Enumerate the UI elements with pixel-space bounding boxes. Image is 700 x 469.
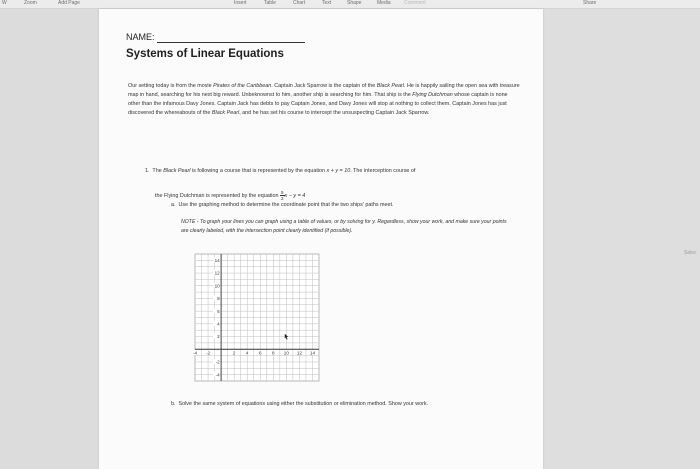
question-1a: a. Use the graphing method to determine the coordinate point that the two ships' paths meet. xyxy=(171,202,394,208)
intro-paragraph: Our setting today is from the movie Pirates of the Caribbean. Captain Jack Sparrow is the captain of the Black Pearl. He is happily sailing the open sea with treasure map in hand, searching for his next big reward. Unbeknownst to him, another ship is searching for him. That ship is the Flying Dutchman whose captain is none other than the infamous Davy Jones. Captain Jack has debts to pay Captain Jones, and Davy Jones will stop at nothing to collect them. Captain Jones has just discovered the whereabouts of the Black Pearl, and he has set his course to intercept the unsuspecting Captain Jack Sparrow. xyxy=(128,83,520,116)
media-button[interactable]: Media xyxy=(377,0,391,6)
x-tick-label: 14 xyxy=(309,350,316,356)
x-tick-label: 4 xyxy=(245,350,249,356)
coordinate-grid[interactable] xyxy=(192,254,319,381)
name-label: NAME: xyxy=(126,32,155,42)
y-tick-label: 14 xyxy=(214,257,220,263)
question-1b: b. Solve the same system of equations using either the substitution or elimination method. Show your work. xyxy=(171,401,429,407)
fraction: $\frac{5}{2}$ xyxy=(280,190,284,201)
y-tick-label: -2 xyxy=(215,359,220,365)
text-button[interactable]: Text xyxy=(322,0,332,6)
x-tick-label: 2 xyxy=(232,350,236,356)
question-1: 1. The Black Pearl is following a course that is represented by the equation x + y = 10. The interception course of xyxy=(145,168,416,174)
sidebar-label: Selec xyxy=(684,250,697,256)
name-line xyxy=(157,42,305,43)
comment-button[interactable]: Comment xyxy=(404,0,426,6)
y-tick-label: 2 xyxy=(217,334,220,340)
document-page[interactable] xyxy=(99,9,543,469)
table-button[interactable]: Table xyxy=(264,0,276,6)
question-1-equation-2: the Flying Dutchman is represented by the equation $\frac{5}{2}$ x − y = 4 xyxy=(155,190,306,201)
page-title: Systems of Linear Equations xyxy=(126,48,284,60)
note-text: NOTE - To graph your lines you can graph using a table of values, or by solving for y. Regardless, show your work, and make sure your points are clearly labeled, with the intersection point clearly identified (if possible). xyxy=(181,219,507,234)
canvas-margin-left xyxy=(0,9,99,469)
insert-button[interactable]: Insert xyxy=(234,0,247,6)
format-sidebar xyxy=(543,9,700,469)
y-tick-label: 10 xyxy=(214,283,220,289)
y-tick-label: -4 xyxy=(215,372,220,378)
x-tick-label: -2 xyxy=(206,350,211,356)
x-tick-label: 6 xyxy=(258,350,262,356)
y-tick-label: 8 xyxy=(217,296,220,302)
y-tick-label: 4 xyxy=(217,321,220,327)
y-tick-label: 6 xyxy=(217,308,220,314)
zoom-button[interactable]: Zoom xyxy=(24,0,37,6)
share-button[interactable]: Share xyxy=(583,0,597,6)
y-tick-label: 12 xyxy=(214,270,220,276)
shape-button[interactable]: Shape xyxy=(347,0,362,6)
add-page-button[interactable]: Add Page xyxy=(58,0,80,6)
chart-button[interactable]: Chart xyxy=(293,0,306,6)
x-tick-label: -4 xyxy=(192,350,198,356)
x-tick-label: 8 xyxy=(272,350,275,356)
x-tick-label: 12 xyxy=(296,350,302,356)
x-tick-label: 10 xyxy=(283,350,289,356)
toolbar xyxy=(0,0,700,9)
app-icon[interactable]: W xyxy=(2,0,7,6)
